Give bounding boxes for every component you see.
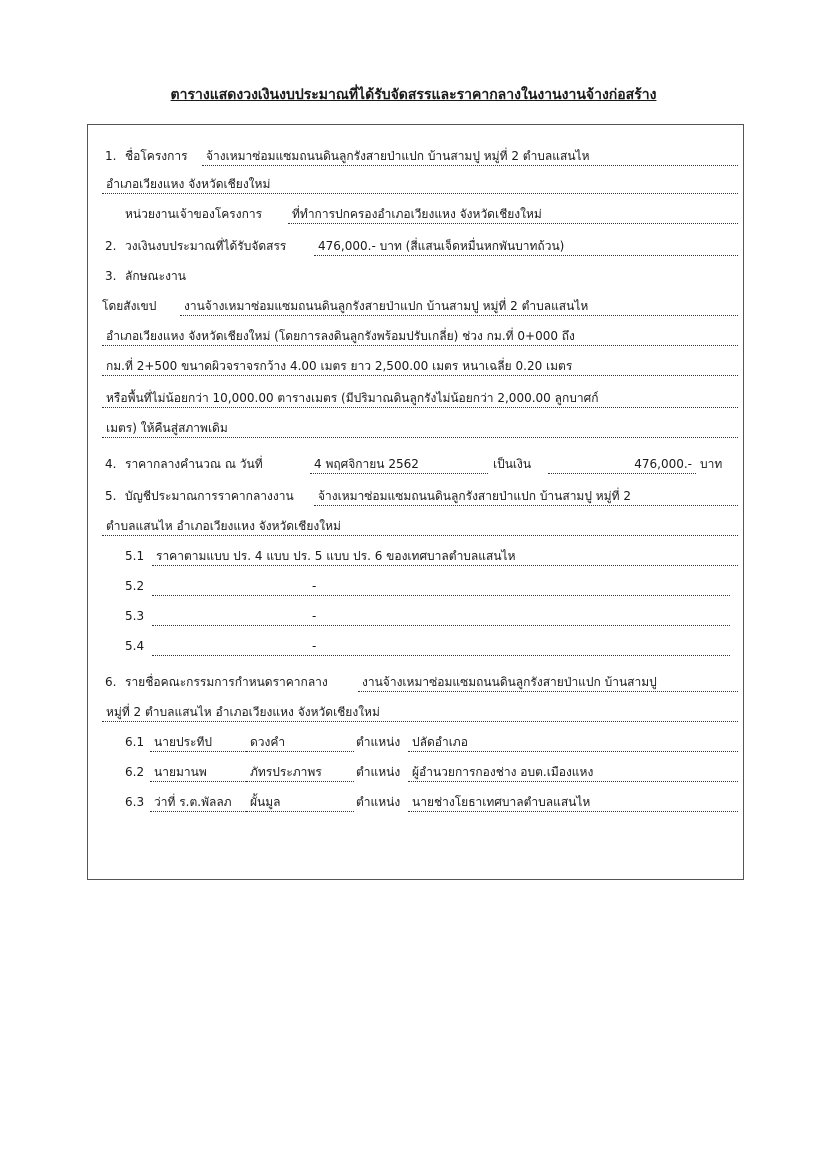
item-number: 6.1	[125, 735, 145, 749]
section-number: 4.	[105, 457, 117, 471]
work-summary-text: งานจ้างเหมาซ่อมแซมถนนดินลูกรังสายป่าแปก บ้านสามปู หมู่ที่ 2 ตำบลแสนไห	[180, 297, 738, 316]
cost-item-line	[88, 637, 743, 661]
committee-value: งานจ้างเหมาซ่อมแซมถนนดินลูกรังสายป่าแปก บ้านสามปู	[358, 673, 738, 692]
item-number: 5.1	[125, 549, 145, 563]
member-name: นายมานพ	[150, 763, 250, 782]
cost-estimate-value-cont: ตำบลแสนไห อำเภอเวียงแหง จังหวัดเชียงใหม่	[102, 517, 738, 536]
committee-line	[88, 673, 743, 697]
item-number: 6.3	[125, 795, 145, 809]
member-name: นายประทีป	[150, 733, 250, 752]
budget-line	[88, 237, 743, 261]
committee-label: รายชื่อคณะกรรมการกำหนดราคากลาง	[125, 675, 328, 689]
cost-item-text: -	[152, 607, 730, 626]
work-summary-line	[88, 297, 743, 321]
work-type-line	[88, 267, 743, 291]
committee-member-row	[88, 793, 743, 817]
cost-item-text: ราคาตามแบบ ปร. 4 แบบ ปร. 5 แบบ ปร. 6 ของเทศบาลตำบลแสนไห	[152, 547, 738, 566]
member-position: ปลัดอำเภอ	[408, 733, 738, 752]
work-summary-line	[88, 389, 743, 413]
committee-member-row	[88, 733, 743, 757]
section-number: 2.	[105, 239, 117, 253]
reference-price-label: ราคากลางคำนวณ ณ วันที่	[125, 457, 263, 471]
item-number: 5.3	[125, 609, 145, 623]
position-label: ตำแหน่ง	[356, 735, 401, 749]
work-summary-label: โดยสังเขป	[102, 299, 157, 313]
member-position: นายช่างโยธาเทศบาลตำบลแสนไห	[408, 793, 738, 812]
cost-item-text: -	[152, 577, 730, 596]
budget-label: วงเงินงบประมาณที่ได้รับจัดสรร	[125, 239, 287, 253]
item-number: 5.2	[125, 579, 145, 593]
amount-label: เป็นเงิน	[493, 457, 532, 471]
work-summary-text: อำเภอเวียงแหง จังหวัดเชียงใหม่ (โดยการลงดินลูกรังพร้อมปรับเกลี่ย) ช่วง กม.ที่ 0+000 ถึง	[102, 327, 738, 346]
cost-estimate-line	[88, 487, 743, 511]
cost-item-line	[88, 547, 743, 571]
position-label: ตำแหน่ง	[356, 795, 401, 809]
member-surname: ผั้นมูล	[246, 793, 354, 812]
cost-item-line	[88, 607, 743, 631]
committee-line-2	[88, 703, 743, 727]
project-owner-label: หน่วยงานเจ้าของโครงการ	[125, 207, 263, 221]
member-position: ผู้อำนวยการกองช่าง อบต.เมืองแหง	[408, 763, 738, 782]
committee-value-cont: หมู่ที่ 2 ตำบลแสนไห อำเภอเวียงแหง จังหวัดเชียงใหม่	[102, 703, 738, 722]
project-owner-line	[88, 205, 743, 229]
section-number: 6.	[105, 675, 117, 689]
work-type-label: ลักษณะงาน	[125, 269, 186, 283]
reference-price-line	[88, 455, 743, 479]
work-summary-line	[88, 357, 743, 381]
reference-price-amount: 476,000.-	[548, 455, 696, 474]
member-surname: ดวงคำ	[246, 733, 354, 752]
work-summary-line	[88, 419, 743, 443]
item-number: 6.2	[125, 765, 145, 779]
member-name: ว่าที่ ร.ต.พัลลภ	[150, 793, 250, 812]
work-summary-line	[88, 327, 743, 351]
project-name-label: ชื่อโครงการ	[125, 149, 188, 163]
cost-estimate-line-2	[88, 517, 743, 541]
work-summary-text: หรือพื้นที่ไม่น้อยกว่า 10,000.00 ตารางเมตร (มีปริมาณดินลูกรังไม่น้อยกว่า 2,000.00 ลูกบาศก์	[102, 389, 738, 408]
project-name-value: จ้างเหมาซ่อมแซมถนนดินลูกรังสายป่าแปก บ้านสามปู หมู่ที่ 2 ตำบลแสนไห	[202, 147, 738, 166]
project-name-value-cont: อำเภอเวียงแหง จังหวัดเชียงใหม่	[102, 175, 738, 194]
form-box	[87, 124, 744, 880]
project-name-line	[88, 147, 743, 171]
committee-member-row	[88, 763, 743, 787]
position-label: ตำแหน่ง	[356, 765, 401, 779]
section-number: 1.	[105, 149, 117, 163]
item-number: 5.4	[125, 639, 145, 653]
project-owner-value: ที่ทำการปกครองอำเภอเวียงแหง จังหวัดเชียงใหม่	[288, 205, 738, 224]
project-name-line-2	[88, 175, 743, 199]
section-number: 3.	[105, 269, 117, 283]
page-title: ตารางแสดงวงเงินงบประมาณที่ได้รับจัดสรรและราคากลางในงานงานจ้างก่อสร้าง	[170, 87, 657, 103]
cost-estimate-value: จ้างเหมาซ่อมแซมถนนดินลูกรังสายป่าแปก บ้านสามปู หมู่ที่ 2	[314, 487, 738, 506]
reference-price-date: 4 พฤศจิกายน 2562	[310, 455, 488, 474]
cost-item-line	[88, 577, 743, 601]
work-summary-text: เมตร) ให้คืนสู่สภาพเดิม	[102, 419, 738, 438]
member-surname: ภัทรประภาพร	[246, 763, 354, 782]
budget-value: 476,000.- บาท (สี่แสนเจ็ดหมื่นหกพันบาทถ้วน)	[314, 237, 738, 256]
cost-item-text: -	[152, 637, 730, 656]
work-summary-text: กม.ที่ 2+500 ขนาดผิวจราจรกว้าง 4.00 เมตร ยาว 2,500.00 เมตร หนาเฉลี่ย 0.20 เมตร	[102, 357, 738, 376]
cost-estimate-label: บัญชีประมาณการราคากลางงาน	[125, 489, 294, 503]
currency-unit: บาท	[700, 457, 723, 471]
section-number: 5.	[105, 489, 117, 503]
